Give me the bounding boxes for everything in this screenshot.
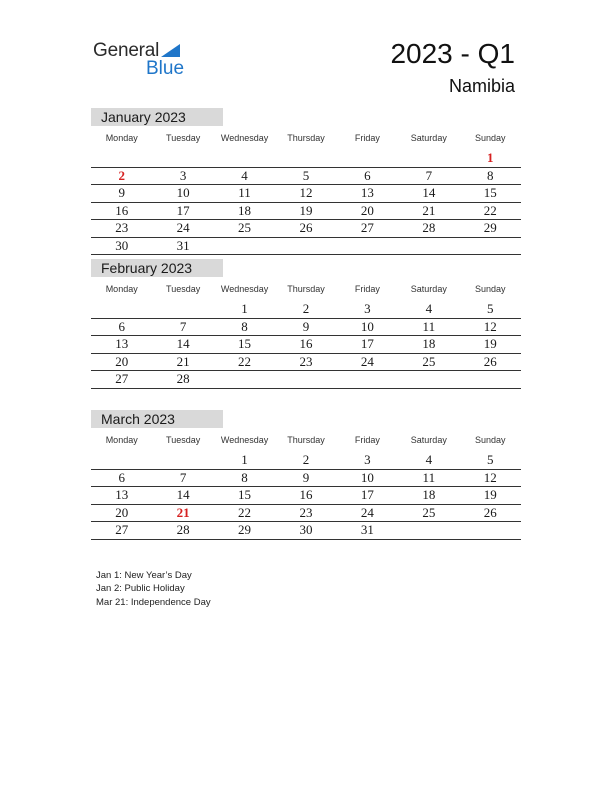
holiday-day-cell: 2: [118, 167, 125, 183]
day-cell: 10: [360, 469, 374, 485]
day-cell: 24: [360, 504, 374, 520]
week-row: [91, 319, 521, 337]
day-cell: 5: [486, 301, 494, 317]
day-cell: 19: [483, 336, 497, 352]
day-cell: 27: [115, 371, 129, 387]
day-cell: 15: [238, 336, 252, 352]
holiday-day-cell: 1: [486, 150, 494, 166]
day-cell: 8: [486, 167, 494, 183]
day-cell: 29: [483, 220, 497, 236]
day-cell: 2: [302, 452, 310, 468]
weekday-label: Sunday: [474, 435, 506, 445]
day-cell: 9: [118, 185, 125, 201]
day-cell: 5: [486, 452, 494, 468]
day-cell: 12: [299, 185, 313, 201]
weekday-label: Friday: [354, 435, 380, 445]
day-cell: 13: [115, 336, 129, 352]
day-cell: 30: [299, 522, 313, 538]
day-cell: 3: [364, 452, 371, 468]
month-january: [91, 108, 521, 255]
day-cell: 18: [422, 336, 436, 352]
day-cell: 1: [241, 452, 248, 468]
weekday-label: Tuesday: [166, 284, 201, 294]
day-cell: 19: [299, 202, 313, 218]
weekday-label: Thursday: [287, 133, 325, 143]
week-row: [91, 301, 521, 319]
weekday-label: Saturday: [410, 133, 447, 143]
day-cell: 25: [422, 504, 436, 520]
weekday-header-row: [91, 428, 521, 452]
day-cell: 21: [176, 353, 190, 369]
day-cell: 23: [115, 220, 129, 236]
day-cell: 29: [238, 522, 252, 538]
day-cell: 9: [302, 318, 310, 334]
weekday-label: Sunday: [474, 133, 506, 143]
day-cell: 14: [422, 185, 436, 201]
day-cell: 20: [115, 353, 129, 369]
holiday-note: Jan 2: Public Holiday: [96, 583, 185, 595]
week-row: [91, 354, 521, 372]
day-cell: 15: [238, 487, 252, 503]
month-header: January 2023: [91, 108, 223, 126]
day-cell: 3: [179, 167, 187, 183]
day-cell: 18: [422, 487, 436, 503]
day-cell: 28: [422, 220, 436, 236]
day-cell: 12: [483, 469, 497, 485]
day-cell: 6: [118, 318, 125, 334]
day-cell: 20: [360, 202, 374, 218]
day-cell: 25: [422, 353, 436, 369]
weekday-label: Saturday: [410, 435, 447, 445]
day-cell: 31: [360, 522, 374, 538]
day-cell: 17: [176, 202, 190, 218]
day-cell: 8: [241, 469, 248, 485]
day-cell: 13: [115, 487, 129, 503]
day-cell: 13: [360, 185, 374, 201]
day-cell: 22: [238, 353, 252, 369]
holiday-note: Mar 21: Independence Day: [96, 596, 211, 608]
weekday-label: Friday: [354, 133, 380, 143]
day-cell: 31: [176, 237, 190, 253]
day-cell: 30: [115, 237, 129, 253]
day-cell: 4: [425, 301, 433, 317]
day-cell: 5: [302, 167, 310, 183]
day-cell: 27: [115, 522, 129, 538]
day-cell: 7: [179, 469, 187, 485]
day-cell: 11: [422, 318, 436, 334]
logo-blue-text: Blue: [146, 58, 185, 79]
logo-triangle-icon: [161, 44, 180, 57]
month-header: March 2023: [91, 410, 223, 428]
logo-general-text: General: [93, 40, 160, 61]
day-cell: 11: [422, 469, 436, 485]
day-cell: 16: [299, 336, 313, 352]
week-row: [91, 168, 521, 186]
week-row: [91, 522, 521, 540]
weekday-label: Friday: [354, 284, 380, 294]
week-row: [91, 203, 521, 221]
week-row: [91, 185, 521, 203]
weekday-header-row: [91, 126, 521, 150]
day-cell: 22: [483, 202, 497, 218]
day-cell: 18: [238, 202, 252, 218]
day-cell: 15: [483, 185, 497, 201]
month-february: [91, 259, 521, 389]
weekday-label: Monday: [105, 284, 138, 294]
month-header: February 2023: [91, 259, 223, 277]
week-row: [91, 452, 521, 470]
day-cell: 6: [364, 167, 371, 183]
country-name: Namibia: [448, 76, 515, 96]
day-cell: 20: [115, 504, 129, 520]
day-cell: 3: [364, 301, 371, 317]
day-cell: 26: [299, 220, 313, 236]
day-cell: 1: [241, 301, 248, 317]
day-cell: 22: [238, 504, 252, 520]
day-cell: 12: [483, 318, 497, 334]
day-cell: 19: [483, 487, 497, 503]
weekday-header-row: [91, 277, 521, 301]
weekday-label: Wednesday: [220, 133, 269, 143]
day-cell: 23: [299, 353, 313, 369]
day-cell: 16: [115, 202, 129, 218]
day-cell: 9: [302, 469, 310, 485]
weekday-label: Thursday: [287, 284, 325, 294]
day-cell: 8: [241, 318, 248, 334]
day-cell: 24: [360, 353, 374, 369]
week-row: [91, 220, 521, 238]
holiday-day-cell: 21: [176, 504, 190, 520]
week-row: [91, 238, 521, 256]
weekday-label: Wednesday: [220, 284, 269, 294]
weekday-label: Saturday: [410, 284, 447, 294]
day-cell: 14: [176, 487, 190, 503]
logo: [93, 40, 193, 80]
weekday-label: Monday: [105, 435, 138, 445]
day-cell: 17: [360, 336, 374, 352]
weekday-label: Tuesday: [166, 133, 201, 143]
day-cell: 21: [422, 202, 436, 218]
day-cell: 16: [299, 487, 313, 503]
week-row: [91, 505, 521, 523]
day-cell: 4: [241, 167, 248, 183]
week-row: [91, 371, 521, 389]
day-cell: 26: [483, 504, 497, 520]
weekday-label: Monday: [105, 133, 138, 143]
day-cell: 27: [360, 220, 374, 236]
holiday-notes: [96, 569, 211, 609]
day-cell: 6: [118, 469, 125, 485]
day-cell: 11: [238, 185, 251, 201]
day-cell: 17: [360, 487, 374, 503]
day-cell: 14: [176, 336, 190, 352]
day-cell: 7: [179, 318, 187, 334]
weekday-label: Thursday: [287, 435, 325, 445]
holiday-note: Jan 1: New Year’s Day: [96, 570, 192, 581]
month-march: [91, 410, 521, 540]
day-cell: 2: [302, 301, 310, 317]
day-cell: 10: [176, 185, 190, 201]
day-cell: 23: [299, 504, 313, 520]
weekday-label: Tuesday: [166, 435, 201, 445]
day-cell: 26: [483, 353, 497, 369]
day-cell: 4: [425, 452, 433, 468]
week-row: [91, 487, 521, 505]
day-cell: 25: [238, 220, 252, 236]
weekday-label: Sunday: [474, 284, 506, 294]
weekday-label: Wednesday: [220, 435, 269, 445]
day-cell: 24: [176, 220, 190, 236]
day-cell: 7: [425, 167, 433, 183]
week-row: [91, 470, 521, 488]
day-cell: 28: [176, 522, 190, 538]
page-title: 2023 - Q1: [390, 38, 515, 69]
day-cell: 10: [360, 318, 374, 334]
week-row: [91, 150, 521, 168]
day-cell: 28: [176, 371, 190, 387]
week-row: [91, 336, 521, 354]
